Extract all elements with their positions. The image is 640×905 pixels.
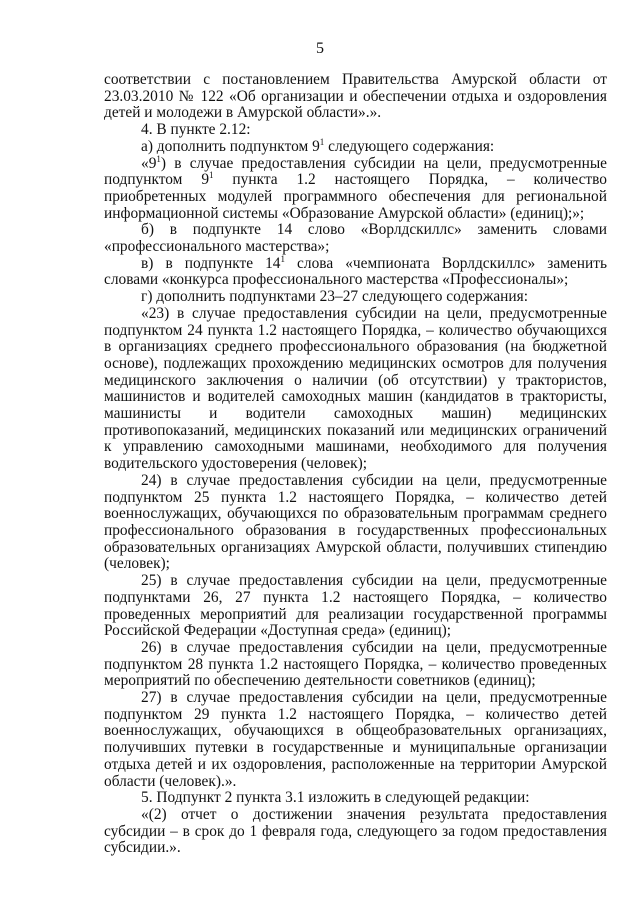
paragraph-text: «9 (141, 154, 157, 172)
paragraph-text: б) в подпункте 14 слово «Ворлдскиллс» заменить словами «профессионального мастерства»; (104, 221, 607, 256)
paragraph (104, 640, 607, 690)
paragraph (104, 122, 607, 139)
paragraph (104, 573, 607, 640)
paragraph (104, 289, 607, 306)
paragraph-text: 27) в случае предоставления субсидии на цели, предусмотренные подпунктом 29 пункта 1.2 настоящего Порядка, – количество детей военнослужащих, обучающихся в общеобразовательных организациях, получивших путевки в государственные и муниципальные организации отдыха детей и их оздоровления, расположенные на территории Амурской области (человек).». (104, 689, 607, 790)
paragraph-text: ) в случае предоставления субсидии на цели, предусмотренные подпунктом 9 (104, 154, 607, 189)
paragraph-text: слова «чемпионата Ворлдскиллс» заменить словами «конкурса профессионального мастерства «Профессионалы»; (104, 254, 607, 289)
paragraph (104, 222, 607, 255)
page-number: 5 (316, 40, 324, 57)
paragraph-text: в) в подпункте 14 (141, 254, 281, 272)
paragraph-text: 5. Подпункт 2 пункта 3.1 изложить в следующей редакции: (141, 789, 530, 807)
paragraph (104, 473, 607, 573)
paragraph (104, 807, 607, 857)
paragraph-text: 26) в случае предоставления субсидии на цели, предусмотренные подпунктом 28 пункта 1.2 настоящего Порядка, – количество проведенных мероприятий по обеспечению деятельности советников (единиц); (104, 638, 607, 690)
paragraph (104, 153, 607, 223)
document-body (104, 72, 607, 857)
paragraph-text: 25) в случае предоставления субсидии на цели, предусмотренные подпунктами 26, 27 пункта 1.2 настоящего Порядка, – количество проведенных мероприятий для реализации государственной программы Российской Федерации «Доступная среда» (единиц); (104, 572, 607, 640)
superscript: 1 (209, 170, 214, 181)
paragraph (104, 790, 607, 807)
paragraph (104, 306, 607, 473)
paragraph-text: «23) в случае предоставления субсидии на цели, предусмотренные подпунктом 24 пункта 1.2 настоящего Порядка, – количество обучающихся в организациях среднего профессионального образования (на бюджетной основе), подлежащих прохождению медицинских осмотров для получения медицинского заключения о наличии (об отсутствии) у трактористов, машинистов и водителей самоходных машин (кандидатов в трактористы, машинисты и водители самоходных машин) медицинских противопоказаний, медицинских показаний или медицинских ограничений к управлению самоходными машинами, необходимого для получения водительского удостоверения (человек); (104, 304, 607, 473)
paragraph (104, 136, 607, 156)
superscript: 1 (280, 253, 286, 264)
paragraph-text: 4. В пункте 2.12: (141, 121, 251, 139)
superscript: 1 (319, 136, 325, 147)
paragraph-text: а) дополнить подпунктом 9 (141, 137, 320, 155)
superscript: 1 (156, 153, 161, 164)
paragraph (104, 690, 607, 790)
paragraph-text: «(2) отчет о достижении значения результата предоставления субсидии – в срок до 1 февраля года, следующего за годом предоставления субсидии.». (104, 805, 607, 857)
paragraph-text: г) дополнить подпунктами 23–27 следующего содержания: (141, 288, 528, 306)
paragraph (104, 253, 607, 289)
paragraph-text: соответствии с постановлением Правительства Амурской области от 23.03.2010 № 122 «Об организации и обеспечении отдыха и оздоровления детей и молодежи в Амурской области».». (104, 71, 607, 122)
paragraph-text: пункта 1.2 настоящего Порядка, – количество приобретенных модулей программного обеспечения для региональной информационной системы «Образование Амурской области» (единиц);»; (104, 171, 607, 222)
paragraph-text: следующего содержания: (324, 137, 495, 155)
paragraph (104, 72, 607, 122)
paragraph-text: 24) в случае предоставления субсидии на цели, предусмотренные подпунктом 25 пункта 1.2 настоящего Порядка, – количество детей военнослужащих, обучающихся по образовательным программам среднего профессионального образования в государственных профессиональных образовательных организациях Амурской области, получивших стипендию (человек); (104, 471, 607, 573)
